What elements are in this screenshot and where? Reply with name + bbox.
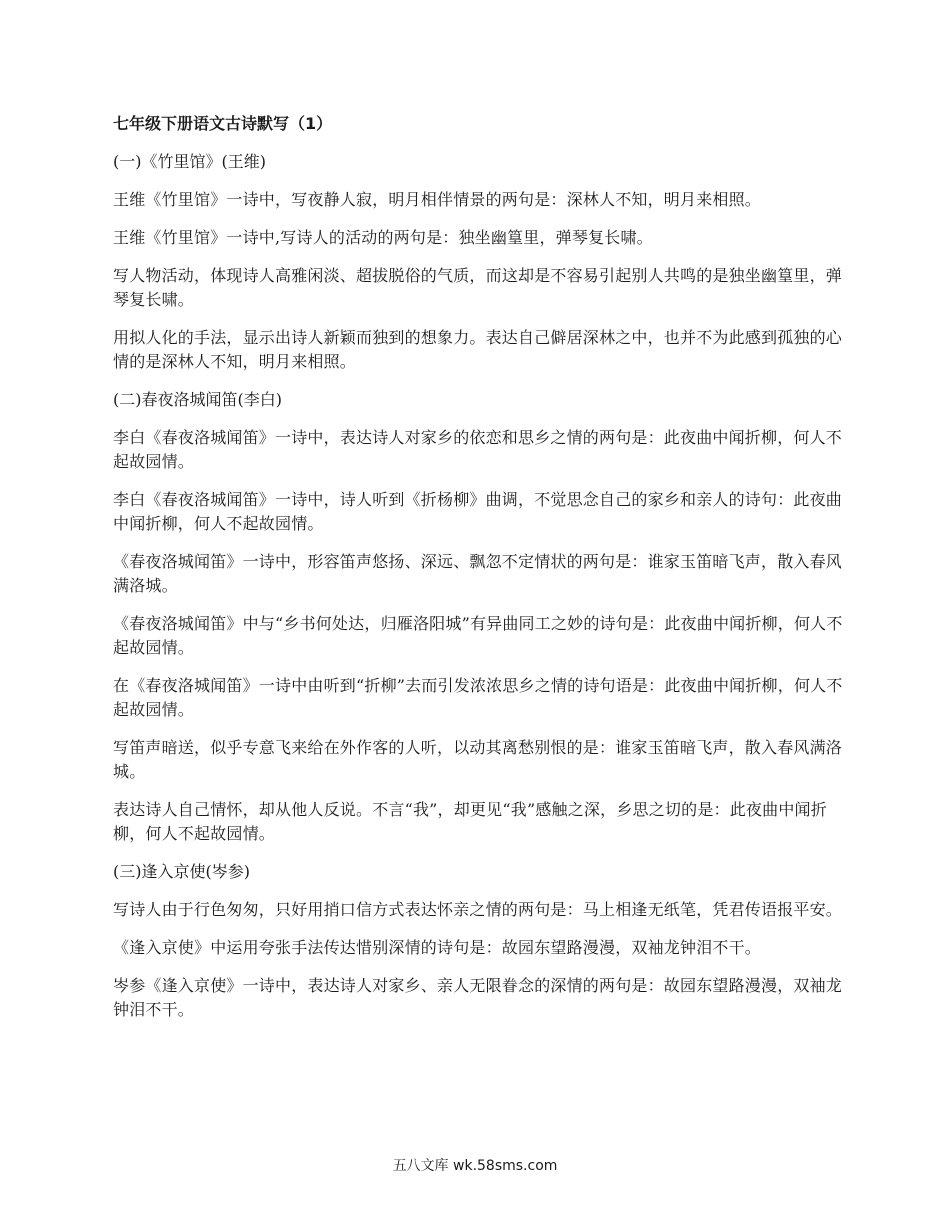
paragraph: 岑参《逢入京使》一诗中，表达诗人对家乡、亲人无限眷念的深情的两句是：故园东望路漫漫，双袖龙钟泪不干。: [113, 976, 843, 1019]
paragraph: 李白《春夜洛城闻笛》一诗中，诗人听到《折杨柳》曲调，不觉思念自己的家乡和亲人的诗句：此夜曲中闻折柳，何人不起故园情。: [113, 490, 843, 533]
paragraph: 《逢入京使》中运用夸张手法传达惜别深情的诗句是：故园东望路漫漫，双袖龙钟泪不干。: [113, 938, 762, 957]
section-heading: (三)逢入京使(岑参): [113, 862, 250, 881]
paragraph: 写人物活动，体现诗人高雅闲淡、超拔脱俗的气质，而这却是不容易引起别人共鸣的是独坐幽篁里，弹琴复长啸。: [113, 266, 843, 309]
section-heading: (二)春夜洛城闻笛(李白): [113, 390, 282, 409]
paragraph: 表达诗人自己情怀，却从他人反说。不言“我”，却更见“我”感触之深，乡思之切的是：此夜曲中闻折柳，何人不起故园情。: [113, 800, 827, 843]
section-heading: (一)《竹里馆》(王维): [113, 152, 266, 171]
paragraph: 《春夜洛城闻笛》中与“乡书何处达，归雁洛阳城”有异曲同工之妙的诗句是：此夜曲中闻折柳，何人不起故园情。: [113, 614, 843, 657]
paragraph: 在《春夜洛城闻笛》一诗中由听到“折柳”去而引发浓浓思乡之情的诗句语是：此夜曲中闻折柳，何人不起故园情。: [113, 676, 843, 719]
paragraph: 王维《竹里馆》一诗中,写诗人的活动的两句是：独坐幽篁里，弹琴复长啸。: [113, 228, 653, 247]
paragraph: 写笛声暗送，似乎专意飞来给在外作客的人听，以动其离愁别恨的是：谁家玉笛暗飞声，散入春风满洛城。: [113, 738, 843, 781]
paragraph: 《春夜洛城闻笛》一诗中，形容笛声悠扬、深远、飘忽不定情状的两句是：谁家玉笛暗飞声，散入春风满洛城。: [113, 552, 843, 595]
paragraph: 李白《春夜洛城闻笛》一诗中，表达诗人对家乡的依恋和思乡之情的两句是：此夜曲中闻折柳，何人不起故园情。: [113, 428, 843, 471]
paragraph: 用拟人化的手法，显示出诗人新颖而独到的想象力。表达自己僻居深林之中，也并不为此感到孤独的心情的是深林人不知，明月来相照。: [113, 328, 843, 371]
footer-watermark: 五八文库 wk.58sms.com: [392, 1158, 558, 1174]
paragraph: 写诗人由于行色匆匆，只好用捎口信方式表达怀亲之情的两句是：马上相逢无纸笔，凭君传语报平安。: [113, 900, 843, 919]
document-title: 七年级下册语文古诗默写（1）: [113, 114, 333, 133]
paragraph: 王维《竹里馆》一诗中，写夜静人寂，明月相伴情景的两句是：深林人不知，明月来相照。: [113, 190, 762, 209]
document-body: [113, 112, 853, 1036]
